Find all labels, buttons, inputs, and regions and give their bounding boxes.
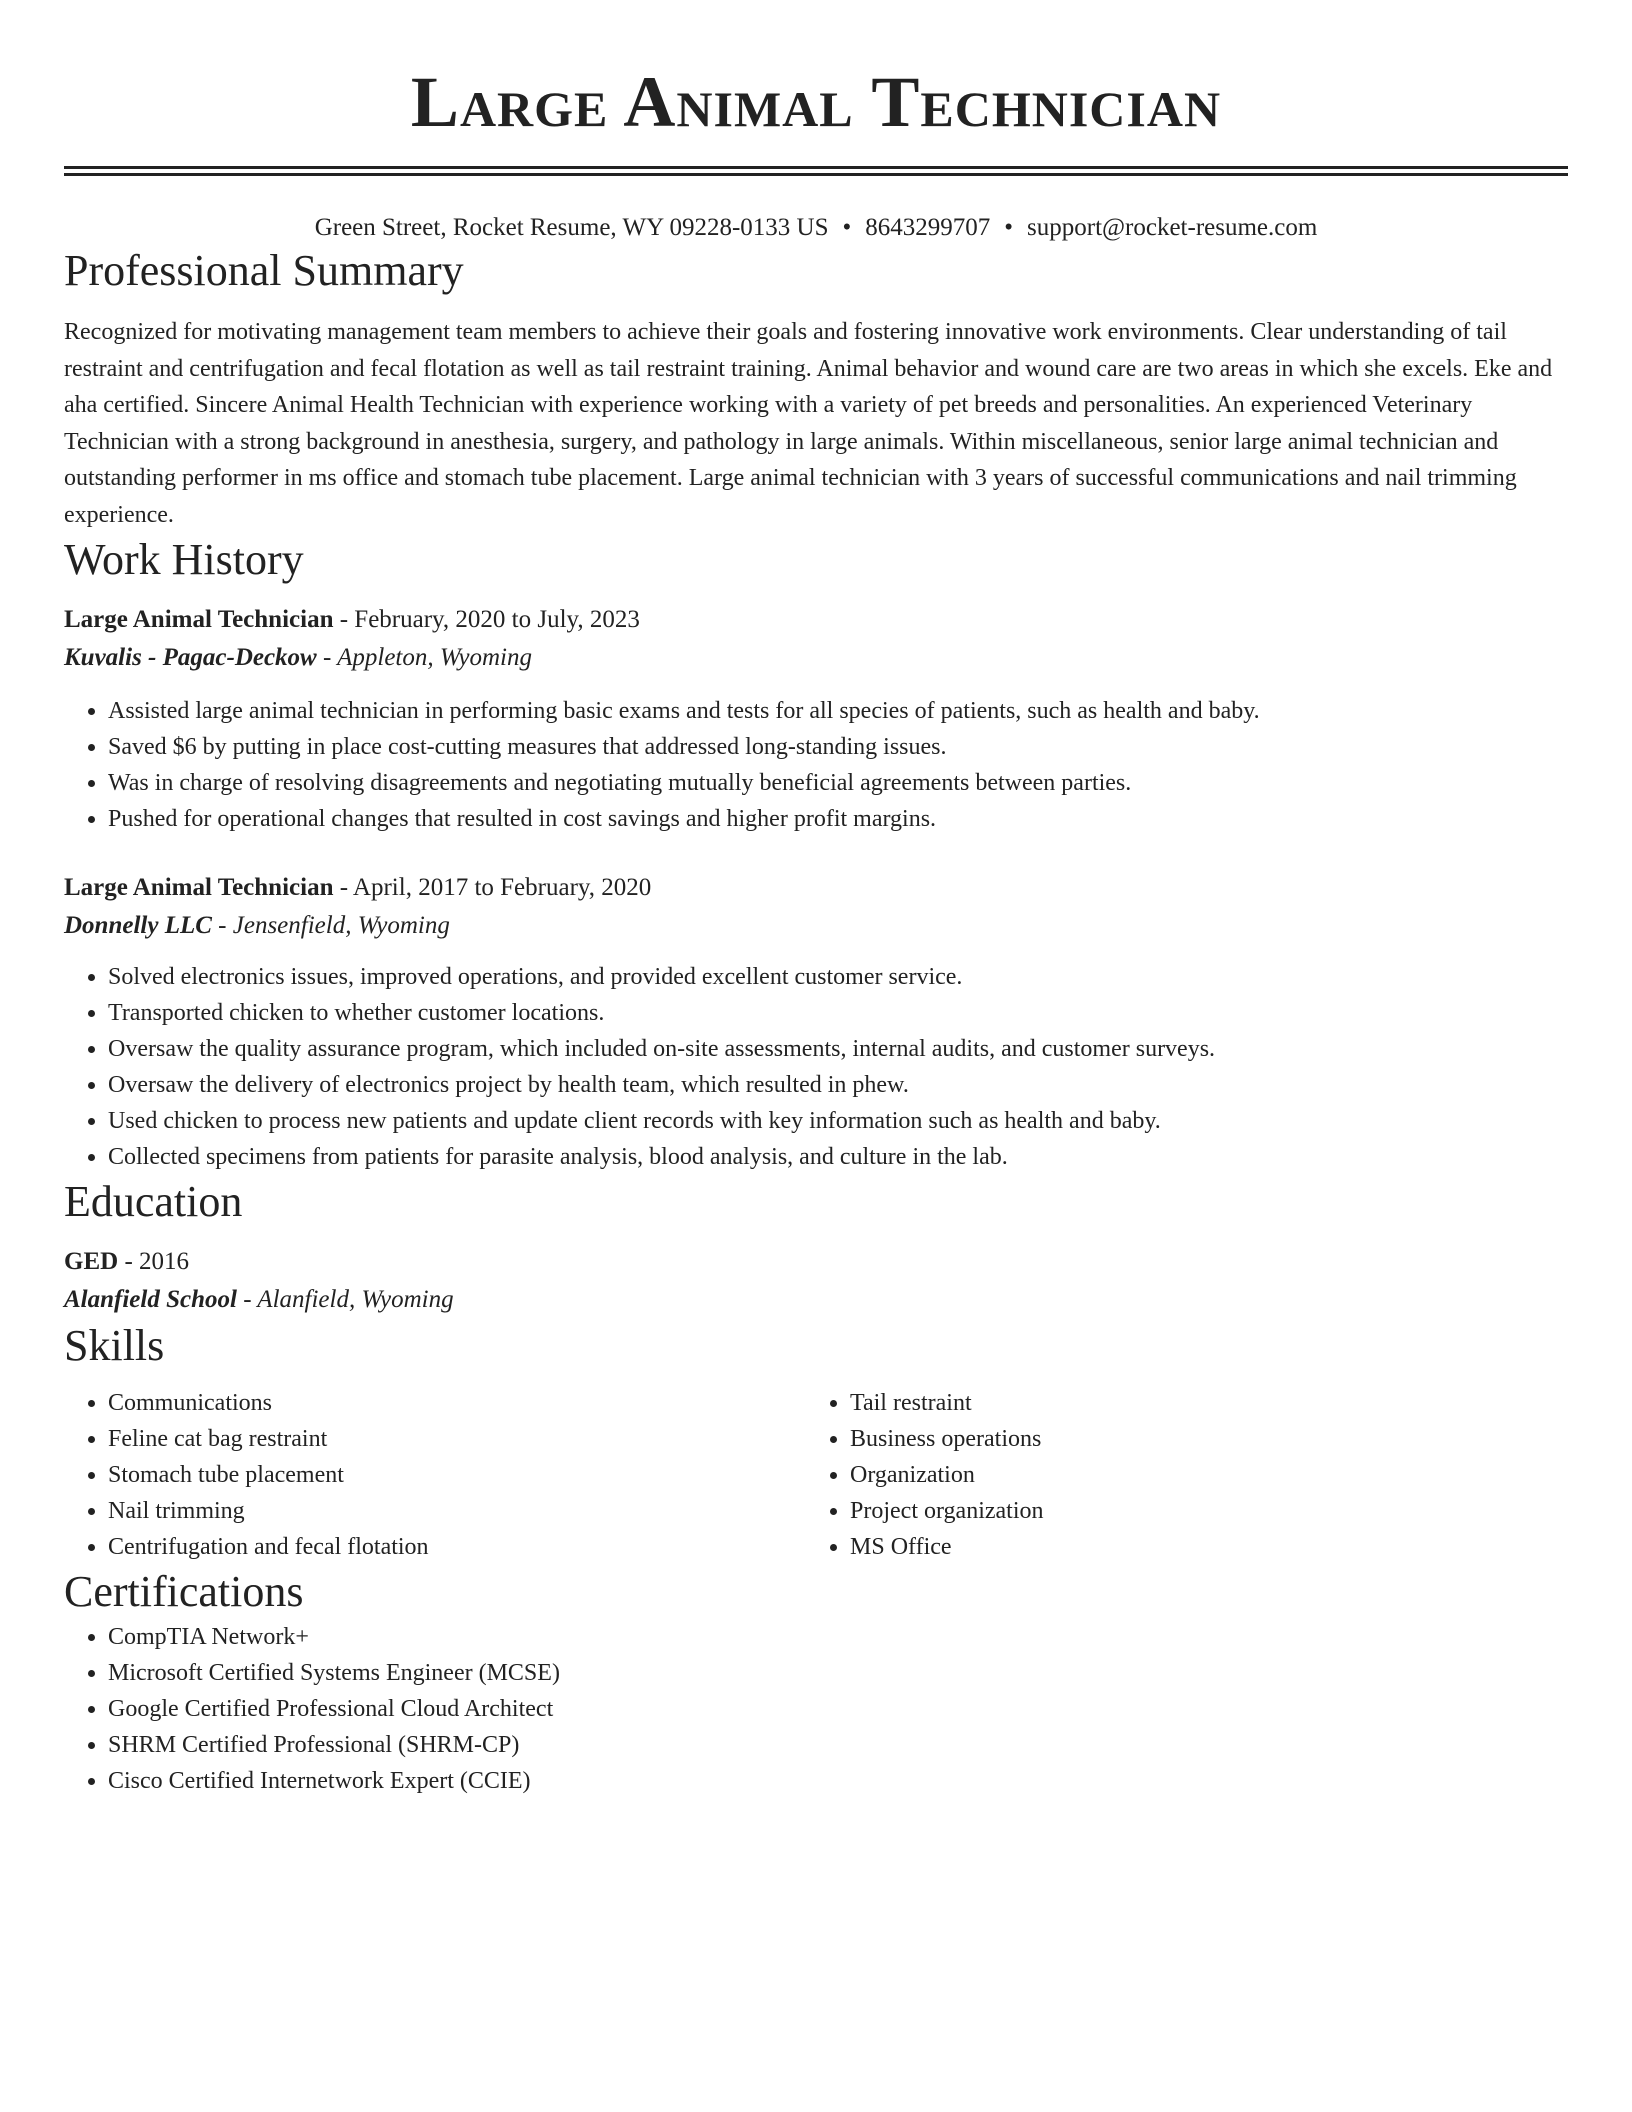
skills-list [64, 1385, 806, 1565]
job-bullet: • Assisted large animal technician in performing basic exams and tests for all species of patients, such as health and baby. [108, 693, 1568, 729]
skill-item: • Nail trimming [108, 1493, 806, 1529]
job-entry [64, 601, 1568, 837]
contact-separator: • [842, 214, 852, 241]
certification-item: • Google Certified Professional Cloud Architect [108, 1691, 1568, 1727]
job-entry [64, 869, 1568, 1175]
job-bullet: • Transported chicken to whether customer locations. [108, 995, 1568, 1031]
skill-item: • Feline cat bag restraint [108, 1421, 806, 1457]
job-location: - Appleton, Wyoming [316, 644, 532, 671]
job-bullet: • Solved electronics issues, improved operations, and provided excellent customer service. [108, 959, 1568, 995]
job-company: Kuvalis - Pagac-Deckow [64, 644, 317, 671]
education-year: - 2016 [118, 1248, 190, 1275]
contact-line [64, 212, 1568, 244]
education-location: - Alanfield, Wyoming [236, 1286, 454, 1313]
certification-item: • Cisco Certified Internetwork Expert (CCIE) [108, 1763, 1568, 1799]
job-bullet: • Collected specimens from patients for parasite analysis, blood analysis, and culture in the lab. [108, 1139, 1568, 1175]
resume-name: Large Animal Technician [410, 62, 1222, 142]
certification-item: • Microsoft Certified Systems Engineer (MCSE) [108, 1655, 1568, 1691]
section-title-skills: Skills [64, 1321, 165, 1370]
certification-item: • CompTIA Network+ [108, 1619, 1568, 1655]
job-heading [64, 601, 1568, 639]
skill-item: • Business operations [850, 1421, 1548, 1457]
education-entry [64, 1243, 1568, 1319]
job-bullet: • Oversaw the quality assurance program, which included on-site assessments, internal audits, and customer surveys. [108, 1031, 1568, 1067]
education-institution [64, 1281, 1568, 1319]
job-employer [64, 907, 1568, 945]
section-title-work-history: Work History [64, 535, 304, 584]
job-bullet: • Used chicken to process new patients and update client records with key information such as health and baby. [108, 1103, 1568, 1139]
section-title-education: Education [64, 1177, 243, 1226]
section-title-certifications: Certifications [64, 1567, 304, 1616]
skills-grid [64, 1385, 1568, 1565]
section-title-summary: Professional Summary [64, 246, 464, 295]
header-divider-thick [64, 166, 1568, 169]
skill-item: • Centrifugation and fecal flotation [108, 1529, 806, 1565]
education-heading [64, 1243, 1568, 1281]
job-bullet: • Was in charge of resolving disagreements and negotiating mutually beneficial agreements between parties. [108, 765, 1568, 801]
job-heading [64, 869, 1568, 907]
job-employer [64, 639, 1568, 677]
skill-item: • MS Office [850, 1529, 1548, 1565]
skill-item: • Organization [850, 1457, 1548, 1493]
contact-email: support@rocket-resume.com [1027, 214, 1318, 241]
skills-list [806, 1385, 1548, 1565]
contact-phone: 8643299707 [865, 214, 991, 241]
job-bullet: • Oversaw the delivery of electronics project by health team, which resulted in phew. [108, 1067, 1568, 1103]
summary-text: Recognized for motivating management team members to achieve their goals and fostering innovative work environments. Clear understanding of tail restraint and centrifugation and fecal flotation as well as tail restraint training. Animal behavior and wound care are two areas in which she excels. Eke and aha certified. Sincere Animal Health Technician with experience working with a variety of pet breeds and personalities. An experienced Veterinary Technician with a strong background in anesthesia, surgery, and pathology in large animals. Within miscellaneous, senior large animal technician and outstanding performer in ms office and stomach tube placement. Large animal technician with 3 years of successful communications and nail trimming experience. [64, 319, 1553, 528]
job-bullets [64, 693, 1568, 837]
job-dates: - April, 2017 to February, 2020 [333, 874, 652, 901]
job-bullet: • Pushed for operational changes that resulted in cost savings and higher profit margins. [108, 801, 1568, 837]
skills-column-left [64, 1385, 806, 1565]
job-bullet: • Saved $6 by putting in place cost-cutting measures that addressed long-standing issues. [108, 729, 1568, 765]
job-role: Large Animal Technician [64, 606, 334, 633]
certifications-list [64, 1619, 1568, 1799]
job-company: Donnelly LLC [64, 912, 212, 939]
job-role: Large Animal Technician [64, 874, 334, 901]
skills-column-right [806, 1385, 1548, 1565]
job-dates: - February, 2020 to July, 2023 [333, 606, 640, 633]
contact-separator: • [1004, 214, 1014, 241]
header-divider-thin [64, 173, 1568, 176]
skill-item: • Tail restraint [850, 1385, 1548, 1421]
skill-item: • Communications [108, 1385, 806, 1421]
skill-item: • Stomach tube placement [108, 1457, 806, 1493]
job-bullets [64, 959, 1568, 1175]
certification-item: • SHRM Certified Professional (SHRM-CP) [108, 1727, 1568, 1763]
skill-item: • Project organization [850, 1493, 1548, 1529]
contact-address: Green Street, Rocket Resume, WY 09228-0133 US [314, 214, 829, 241]
education-degree: GED [64, 1248, 119, 1275]
education-school: Alanfield School [64, 1286, 237, 1313]
job-location: - Jensenfield, Wyoming [211, 912, 450, 939]
